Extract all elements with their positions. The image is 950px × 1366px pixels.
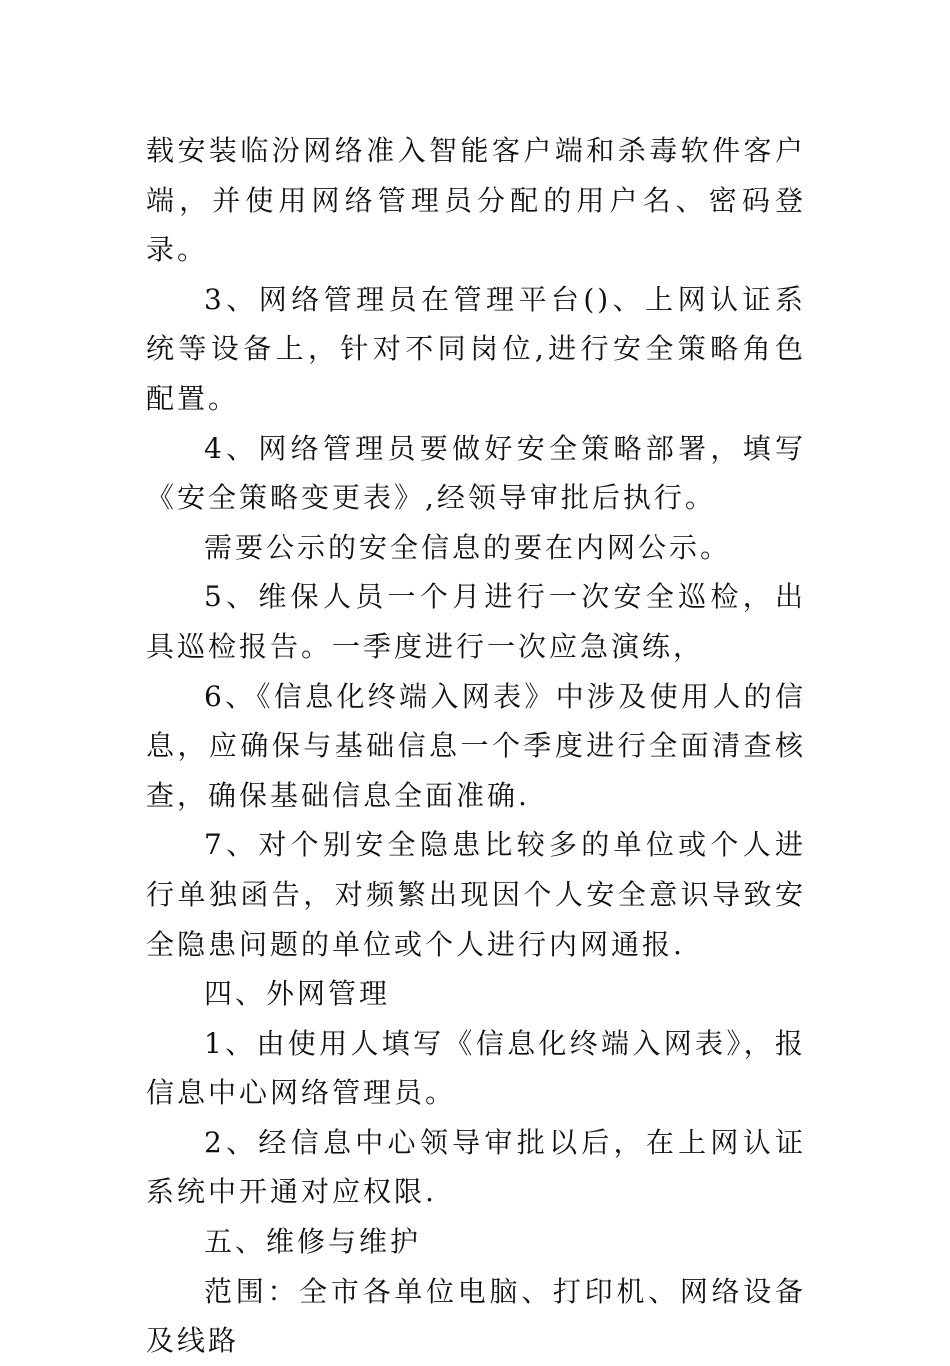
paragraph-external-item-2: 2、经信息中心领导审批以后，在上网认证系统中开通对应权限. bbox=[146, 1125, 806, 1209]
paragraph-scope: 范围：全市各单位电脑、打印机、网络设备及线路 bbox=[146, 1274, 806, 1358]
section-heading-maintenance: 五、维修与维护 bbox=[204, 1225, 422, 1259]
document-body bbox=[146, 126, 806, 1366]
paragraph-item-6: 6、《信息化终端入网表》中涉及使用人的信息，应确保与基础信息一个季度进行全面清查核查，确保基础信息全面准确. bbox=[146, 679, 806, 812]
section-heading-external-network: 四、外网管理 bbox=[204, 977, 391, 1011]
paragraph-continuation: 载安装临汾网络准入智能客户端和杀毒软件客户端，并使用网络管理员分配的用户名、密码登录。 bbox=[146, 134, 806, 267]
paragraph-item-5: 5、维保人员一个月进行一次安全巡检，出具巡检报告。一季度进行一次应急演练， bbox=[146, 580, 806, 663]
paragraph-external-item-1: 1、由使用人填写《信息化终端入网表》，报信息中心网络管理员。 bbox=[146, 1026, 806, 1110]
paragraph-item-7: 7、对个别安全隐患比较多的单位或个人进行单独函告，对频繁出现因个人安全意识导致安全隐患问题的单位或个人进行内网通报. bbox=[146, 828, 806, 961]
paragraph-item-4: 4、网络管理员要做好安全策略部署，填写《安全策略变更表》,经领导审批后执行。 bbox=[146, 431, 806, 515]
paragraph-notice: 需要公示的安全信息的要在内网公示。 bbox=[204, 530, 732, 564]
paragraph-item-3: 3、网络管理员在管理平台()、上网认证系统等设备上，针对不同岗位,进行安全策略角色配置。 bbox=[146, 282, 806, 415]
